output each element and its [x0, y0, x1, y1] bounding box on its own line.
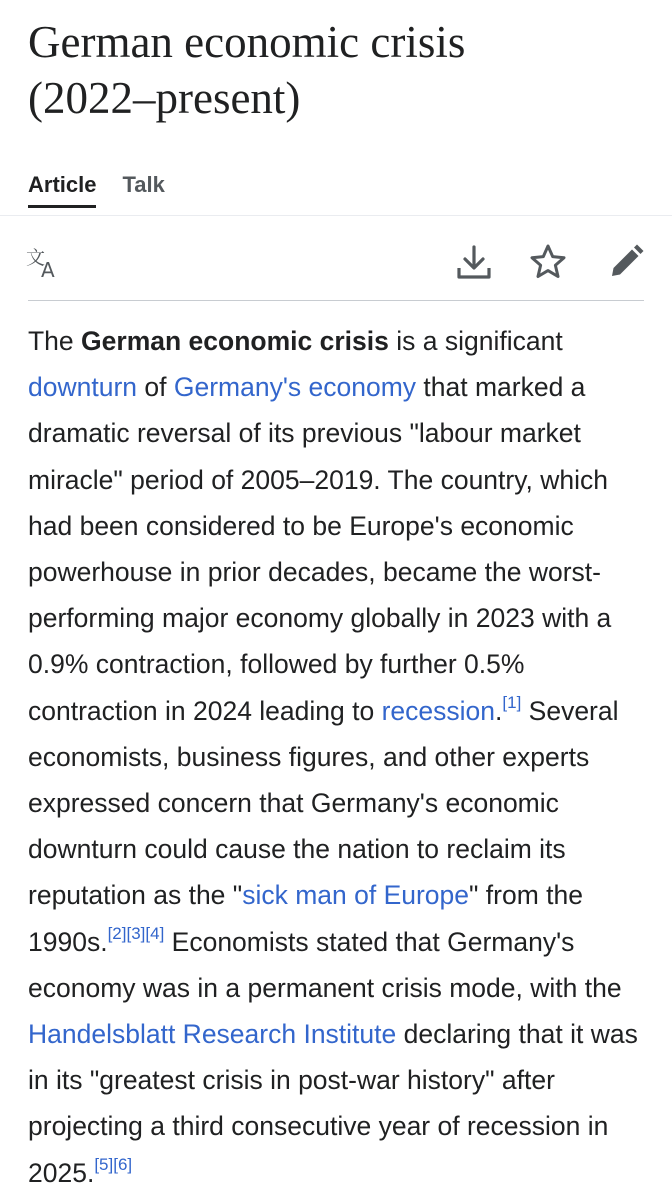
text-segment: declaring that it was in its "greatest crisis in post-war history" after projecting a third consecutive year of recession in 2025. [28, 1019, 638, 1188]
language-button[interactable] [22, 240, 66, 284]
svg-text:A: A [41, 258, 55, 282]
link-sick-man-of-europe[interactable]: sick man of Europe [242, 880, 470, 911]
translate-icon [24, 242, 64, 282]
text-segment: Economists stated that Germany's economy was in a permanent crisis mode, with the [28, 926, 622, 1003]
link-handelsblatt-research-institute[interactable]: Handelsblatt Research Institute [28, 1019, 397, 1050]
edit-button[interactable] [604, 240, 648, 284]
lead-paragraph [28, 318, 658, 1196]
page-title-line-1: German economic crisis [28, 17, 466, 67]
tabs-divider [0, 215, 672, 216]
watch-star-button[interactable] [526, 240, 570, 284]
page-title [28, 14, 648, 126]
bold-term: German economic crisis [81, 326, 389, 356]
download-button[interactable] [452, 240, 496, 284]
text-segment: Several economists, business figures, and other experts expressed concern that Germany's economic downturn could cause the nation to reclaim its reputation as the " [28, 695, 619, 911]
reference-link-2[interactable]: [2] [107, 923, 127, 943]
text-segment: is a significant [388, 326, 563, 356]
reference-link-3[interactable]: [3] [126, 923, 146, 943]
reference-link-4[interactable]: [4] [145, 923, 165, 943]
tab-talk[interactable]: Talk [122, 172, 165, 197]
link-germany-economy[interactable]: Germany's economy [173, 372, 417, 403]
page-title-line-2: (2022–present) [28, 73, 301, 123]
svg-text:文: 文 [26, 247, 46, 269]
download-icon [454, 242, 494, 282]
namespace-tabs [28, 164, 191, 218]
link-recession[interactable]: recession [381, 695, 496, 726]
text-segment: that marked a dramatic reversal of its previous "labour market miracle" period of 2005–2019. The country, which had been considered to be Europe's economic powerhouse in prior decades, became the worst-performing major economy globally in 2023 with a 0.9% contraction, followed by further 0.5% contraction in 2024 leading to [28, 372, 612, 726]
star-icon [528, 242, 568, 282]
edit-pencil-icon [606, 242, 646, 282]
text-segment: " from the 1990s. [28, 880, 584, 957]
link-downturn[interactable]: downturn [28, 372, 138, 403]
reference-link-5[interactable]: [5] [94, 1154, 114, 1174]
reference-link-1[interactable]: [1] [502, 692, 522, 712]
tab-article[interactable]: Article [28, 164, 96, 208]
text-segment: of [137, 372, 174, 403]
page-actions-toolbar [0, 228, 672, 298]
reference-link-6[interactable]: [6] [113, 1154, 133, 1174]
toolbar-divider [28, 300, 644, 301]
text-segment: The [28, 326, 82, 356]
text-segment: . [495, 695, 503, 726]
